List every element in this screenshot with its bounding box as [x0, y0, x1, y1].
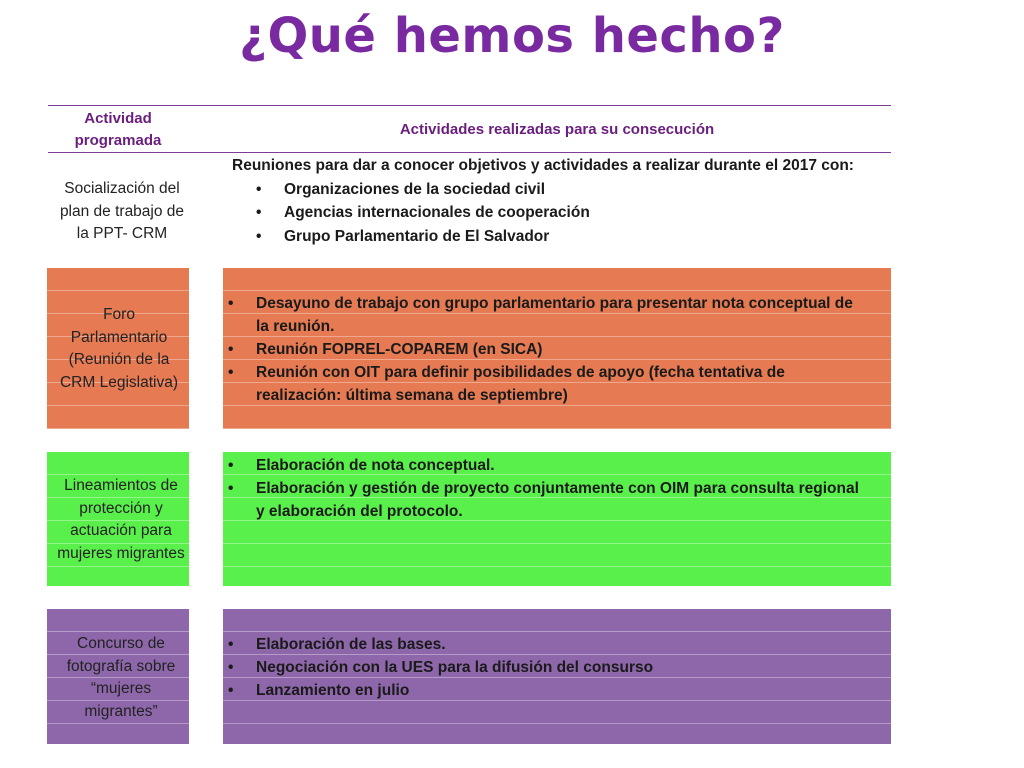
row-3-activity: Lineamientos de protección y actuación para mujeres migrantes — [57, 477, 185, 562]
row-1-activity: Socialización del plan de trabajo de la PPT- CRM — [59, 180, 185, 242]
list-item: • Reunión FOPREL-COPAREM (en SICA) — [228, 338, 868, 361]
list-item: • Grupo Parlamentario de El Salvador — [256, 225, 854, 249]
table-header-rule — [48, 152, 891, 153]
header-actividades-realizadas: Actividades realizadas para su consecución — [399, 121, 715, 138]
table-top-rule — [48, 105, 891, 106]
header-actividad-programada: Actividad programada — [74, 110, 162, 149]
list-item: • Negociación con la UES para la difusión del consurso — [228, 656, 868, 679]
row-4-list-wrap — [228, 633, 868, 702]
row-3-list — [228, 454, 868, 523]
row-1-intro-text: Reuniones para dar a conocer objetivos y actividades a realizar durante el 2017 con: — [232, 157, 854, 174]
list-item: • Agencias internacionales de cooperación — [256, 201, 854, 225]
page-title: ¿Qué hemos hecho? — [239, 8, 785, 64]
list-item: • Lanzamiento en julio — [228, 679, 868, 702]
row-1-intro — [232, 154, 854, 248]
row-1-list — [232, 178, 854, 249]
list-item: • Elaboración y gestión de proyecto conjuntamente con OIM para consulta regional y elaboración del protocolo. — [228, 477, 868, 523]
list-item: • Elaboración de las bases. — [228, 633, 868, 656]
row-3-list-wrap — [228, 454, 868, 523]
row-2-list — [228, 292, 868, 407]
row-4-list — [228, 633, 868, 702]
row-2-activity: Foro Parlamentario (Reunión de la CRM Legislativa) — [59, 306, 178, 391]
list-item: • Reunión con OIT para definir posibilidades de apoyo (fecha tentativa de realización: última semana de septiembre) — [228, 361, 868, 407]
list-item: • Organizaciones de la sociedad civil — [256, 178, 854, 202]
list-item: • Desayuno de trabajo con grupo parlamentario para presentar nota conceptual de la reunión. — [228, 292, 868, 338]
list-item: • Elaboración de nota conceptual. — [228, 454, 868, 477]
row-4-activity: Concurso de fotografía sobre “mujeres migrantes” — [66, 635, 176, 720]
row-2-list-wrap — [228, 292, 868, 407]
